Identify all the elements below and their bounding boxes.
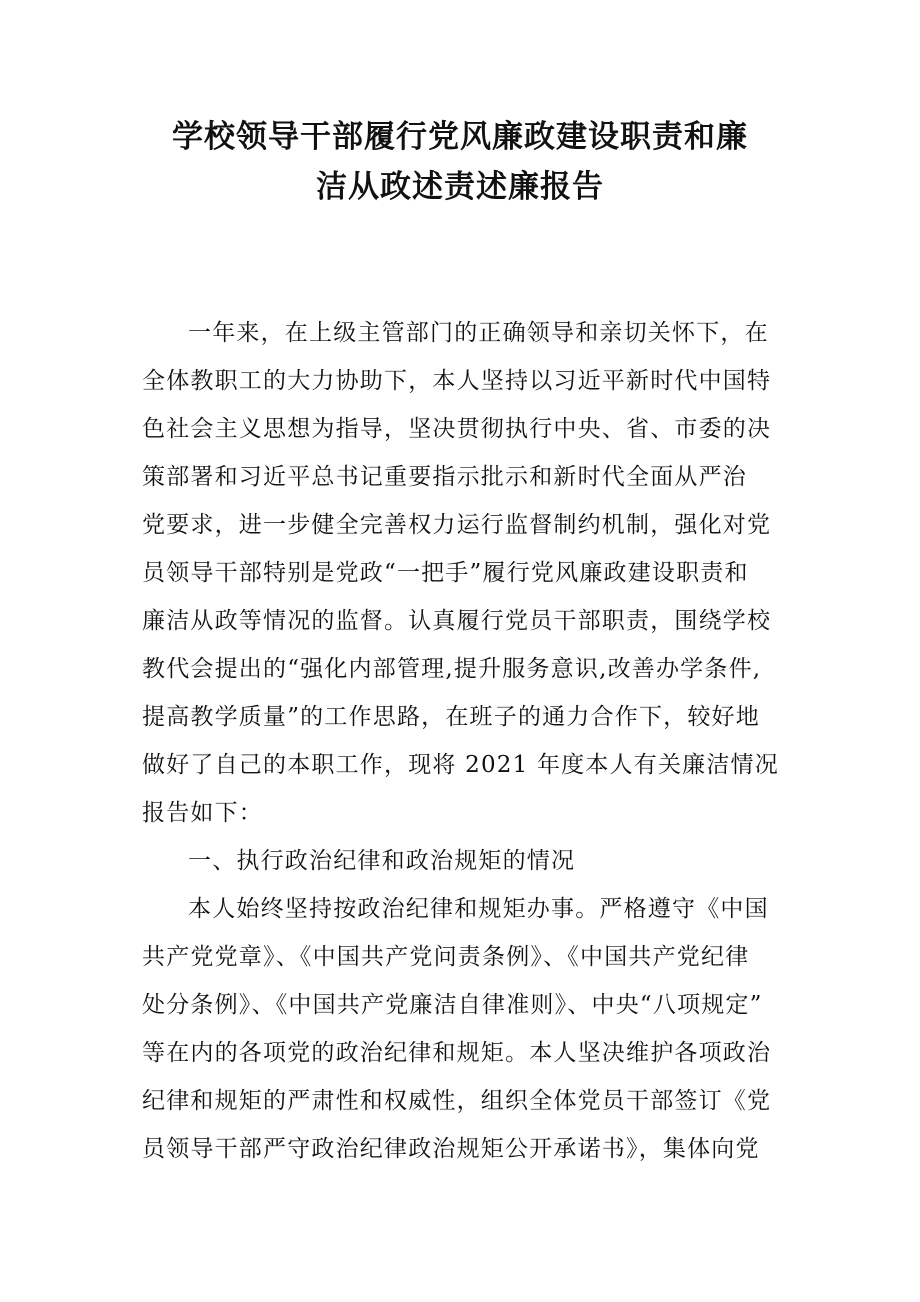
text-line: 报告如下： [142,800,263,826]
text-line: 一年来，在上级主管部门的正确领导和亲切关怀下，在 [188,320,769,346]
title-line: 学校领导干部履行党风廉政建设职责和廉 [172,119,748,155]
text-line: 处分条例》、《中国共产党廉洁自律准则》、中央“八项规定” [142,992,763,1018]
text-line: 一、执行政治纪律和政治规矩的情况 [188,848,576,874]
text-line: 策部署和习近平总书记重要指示批示和新时代全面从严治 [142,464,747,490]
title-line: 洁从政述责述廉报告 [316,169,604,205]
document-body [142,309,782,1173]
text-line: 廉洁从政等情况的监督。认真履行党员干部职责，围绕学校 [142,608,772,634]
text-line: 纪律和规矩的严肃性和权威性，组织全体党员干部签订《党 [142,1088,772,1114]
text-line: 色社会主义思想为指导，坚决贯彻执行中央、省、市委的决 [142,416,772,442]
text-line: 员领导干部严守政治纪律政治规矩公开承诺书》，集体向党 [142,1136,760,1162]
text-line: 全体教职工的大力协助下，本人坚持以习近平新时代中国特 [142,368,772,394]
document-title [120,112,800,212]
text-line: 员领导干部特别是党政“一把手”履行党风廉政建设职责和 [142,560,749,586]
text-line: 本人始终坚持按政治纪律和规矩办事。严格遵守《中国 [188,896,769,922]
text-line: 党要求，进一步健全完善权力运行监督制约机制，强化对党 [142,512,772,538]
text-line: 教代会提出的“强化内部管理,提升服务意识,改善办学条件, [142,656,762,682]
text-line: 做好了自己的本职工作，现将 2021 年度本人有关廉洁情况 [142,752,779,778]
text-line: 等在内的各项党的政治纪律和规矩。本人坚决维护各项政治 [142,1040,772,1066]
text-line: 提高教学质量”的工作思路，在班子的通力合作下，较好地 [142,704,760,730]
text-line: 共产党党章》、《中国共产党问责条例》、《中国共产党纪律 [142,944,750,970]
